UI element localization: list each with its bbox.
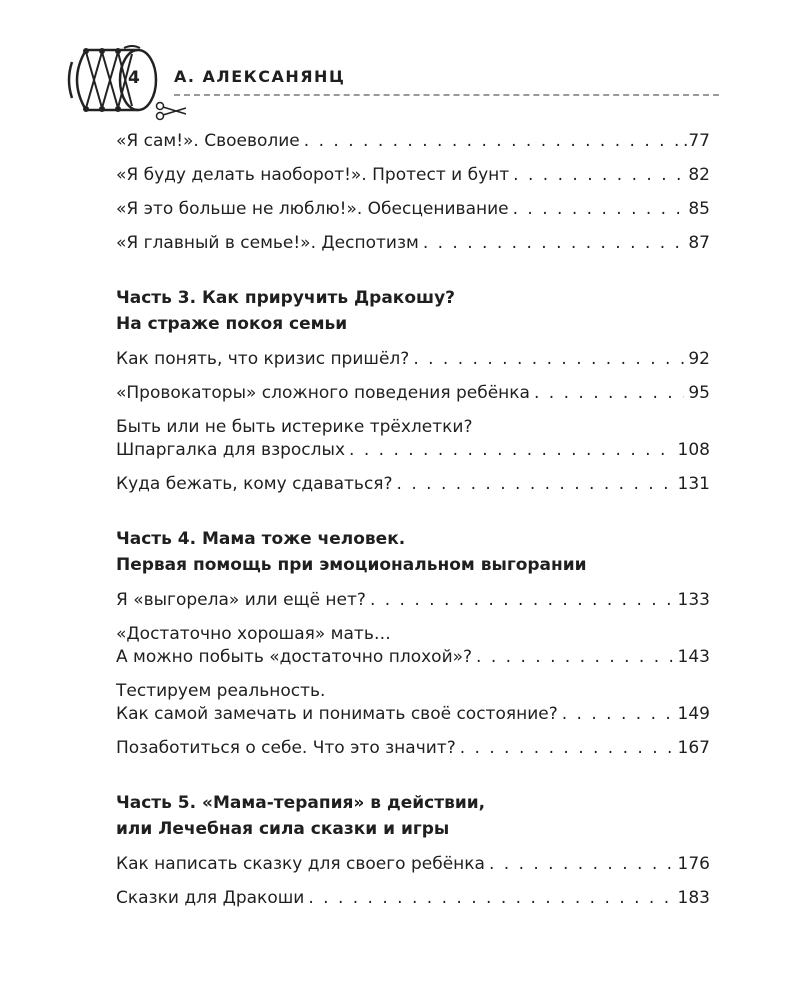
part-heading [116, 526, 710, 578]
part-heading [116, 285, 710, 337]
toc-entry[interactable] [116, 589, 710, 612]
toc-entry-title: Как понять, что кризис пришёл? [116, 349, 410, 369]
toc-entry-title: Как написать сказку для своего ребёнка [116, 854, 485, 874]
toc-entry[interactable] [116, 348, 710, 371]
dot-leader [460, 737, 674, 760]
toc-entry-title: Как самой замечать и понимать своё состояние? [116, 704, 558, 724]
table-of-contents [116, 130, 710, 921]
toc-entry-title: Куда бежать, кому сдаваться? [116, 474, 393, 494]
toc-entry[interactable] [116, 473, 710, 496]
page-number: 4 [128, 68, 140, 88]
toc-entry-page: 108 [677, 440, 710, 460]
toc-entry[interactable] [116, 737, 710, 760]
toc-entry-page: 95 [688, 383, 710, 403]
toc-entry [116, 703, 710, 726]
toc-entry-page: .77 [682, 131, 710, 151]
toc-entry-multiline[interactable] [116, 416, 710, 462]
toc-entry-page: 167 [677, 738, 710, 758]
dot-leader [413, 348, 684, 371]
dot-leader [513, 198, 685, 221]
toc-entry[interactable] [116, 887, 710, 910]
toc-entry-page: 82 [688, 165, 710, 185]
toc-entry-title: «Провокаторы» сложного поведения ребёнка [116, 383, 530, 403]
toc-entry-first-line: Быть или не быть истерике трёхлетки? [116, 417, 473, 437]
toc-entry [116, 439, 710, 462]
part-title: Часть 3. Как приручить Дракошу? [116, 288, 456, 308]
dot-leader [423, 232, 685, 255]
dot-leader [562, 703, 674, 726]
toc-entry-title: Я «выгорела» или ещё нет? [116, 590, 366, 610]
part-subtitle: На страже покоя семьи [116, 314, 348, 334]
dot-leader [513, 164, 684, 187]
toc-entry-page: 149 [677, 704, 710, 724]
dot-leader [308, 887, 673, 910]
toc-entry-title: Позаботиться о себе. Что это значит? [116, 738, 456, 758]
toc-entry-page: 176 [677, 854, 710, 874]
toc-entry-page: 131 [677, 474, 710, 494]
toc-entry-multiline[interactable] [116, 680, 710, 726]
author-name: А. АЛЕКСАНЯНЦ [174, 67, 346, 86]
part-title: Часть 5. «Мама-терапия» в действии, [116, 793, 486, 813]
toc-entry-page: 143 [677, 647, 710, 667]
part-subtitle: Первая помощь при эмоциональном выгорании [116, 555, 587, 575]
toc-entry-page: 92 [688, 349, 710, 369]
dot-leader [349, 439, 674, 462]
dot-leader [370, 589, 674, 612]
toc-entry-title: «Я главный в семье!». Деспотизм [116, 233, 419, 253]
toc-entry [116, 646, 710, 669]
dot-leader [397, 473, 674, 496]
toc-entry[interactable] [116, 198, 710, 221]
toc-entry-title: Сказки для Дракоши [116, 888, 305, 908]
toc-entry-first-line: Тестируем реальность. [116, 681, 326, 701]
toc-entry-title: «Я буду делать наоборот!». Протест и бунт [116, 165, 510, 185]
toc-entry[interactable] [116, 853, 710, 876]
dot-leader [489, 853, 674, 876]
scissors-icon [154, 101, 188, 121]
dot-leader [304, 130, 679, 153]
dot-leader [534, 382, 684, 405]
toc-entry-first-line: «Достаточно хорошая» мать… [116, 624, 391, 644]
toc-entry-page: 183 [677, 888, 710, 908]
toc-entry-title: «Я это больше не люблю!». Обесценивание [116, 199, 509, 219]
part-heading [116, 790, 710, 842]
toc-entry-page: 133 [677, 590, 710, 610]
toc-entry-page: 85 [688, 199, 710, 219]
dashed-divider [174, 94, 719, 96]
dot-leader [476, 646, 674, 669]
toc-entry-title: Шпаргалка для взрослых [116, 440, 346, 460]
page-header [62, 40, 722, 120]
toc-entry-multiline[interactable] [116, 623, 710, 669]
part-title: Часть 4. Мама тоже человек. [116, 529, 406, 549]
part-subtitle: или Лечебная сила сказки и игры [116, 819, 450, 839]
toc-entry-title: «Я сам!». Своеволие [116, 131, 300, 151]
toc-entry[interactable] [116, 164, 710, 187]
toc-entry-page: 87 [688, 233, 710, 253]
toc-entry-title: А можно побыть «достаточно плохой»? [116, 647, 473, 667]
toc-entry[interactable] [116, 232, 710, 255]
drum-icon [62, 40, 162, 120]
toc-entry[interactable] [116, 382, 710, 405]
toc-entry[interactable] [116, 130, 710, 153]
